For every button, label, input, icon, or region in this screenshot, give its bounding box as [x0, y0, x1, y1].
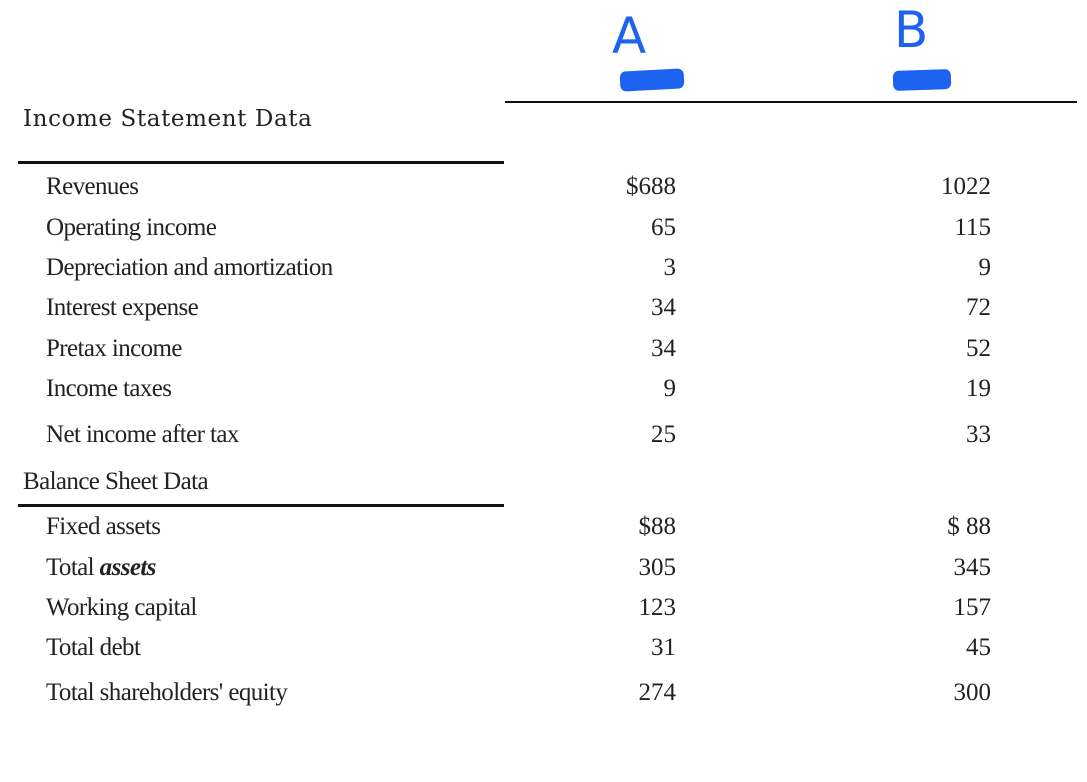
value-a: 34 — [651, 294, 676, 321]
value-a: $688 — [626, 173, 676, 200]
value-b: 33 — [966, 421, 991, 448]
row-label-emphasis: assets — [99, 554, 156, 581]
value-b: 115 — [954, 214, 991, 241]
row-label: Fixed assets — [46, 513, 161, 540]
value-a: 65 — [651, 214, 676, 241]
row-label: Revenues — [46, 173, 139, 200]
income-statement-heading: Income Statement Data — [23, 106, 313, 132]
column-a-redaction-mark — [620, 68, 685, 91]
row-label: Interest expense — [46, 294, 199, 321]
row-label: Working capital — [46, 594, 197, 621]
row-label: Total debt — [46, 634, 141, 661]
value-b: 157 — [953, 594, 991, 621]
column-b-redaction-mark — [893, 69, 952, 91]
value-a: 9 — [663, 375, 676, 402]
row-label: Total shareholders' equity — [46, 679, 288, 706]
value-b: $ 88 — [947, 513, 991, 540]
value-a: 123 — [638, 594, 676, 621]
row-label-prefix: Total — [46, 554, 100, 581]
income-statement-rule — [18, 161, 504, 164]
row-label: Depreciation and amortization — [46, 254, 333, 281]
value-a: 3 — [663, 254, 676, 281]
row-label: Income taxes — [46, 375, 172, 402]
value-b: 345 — [953, 554, 991, 581]
column-b-handwritten-label: B — [894, 1, 929, 59]
value-b: 9 — [978, 254, 991, 281]
row-label: Operating income — [46, 214, 217, 241]
column-a-header-rule — [505, 101, 798, 103]
value-b: 72 — [966, 294, 991, 321]
value-b: 300 — [953, 679, 991, 706]
value-b: 19 — [966, 375, 991, 402]
value-a: 305 — [638, 554, 676, 581]
value-a: 34 — [651, 335, 676, 362]
value-a: $88 — [638, 513, 676, 540]
balance-sheet-rule — [18, 504, 504, 507]
column-b-header-rule — [798, 101, 1077, 103]
balance-sheet-heading: Balance Sheet Data — [23, 468, 208, 495]
row-label — [46, 554, 156, 582]
row-label: Pretax income — [46, 335, 182, 362]
row-label: Net income after tax — [46, 421, 239, 448]
value-a: 25 — [651, 421, 676, 448]
value-b: 45 — [966, 634, 991, 661]
value-b: 1022 — [941, 173, 991, 200]
value-b: 52 — [966, 335, 991, 362]
value-a: 31 — [651, 634, 676, 661]
value-a: 274 — [638, 679, 676, 706]
column-a-handwritten-label: A — [612, 7, 647, 65]
